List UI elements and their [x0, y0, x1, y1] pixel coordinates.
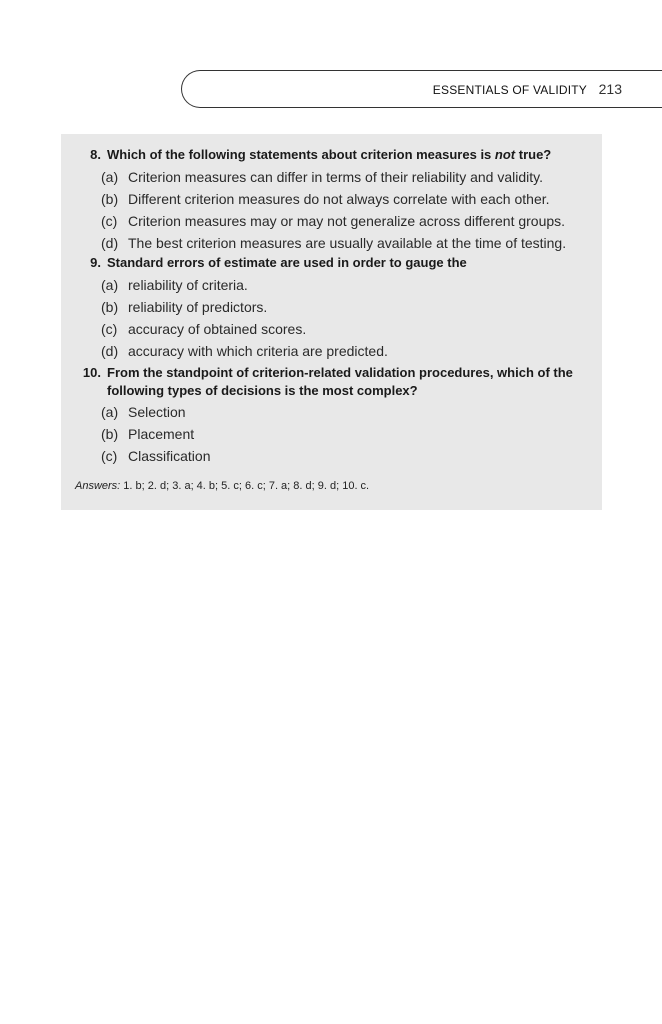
option-letter: (a)	[101, 277, 119, 293]
option-text: reliability of predictors.	[128, 299, 268, 315]
option-item	[101, 210, 585, 232]
option-letter: (c)	[101, 448, 118, 464]
question-number: 10.	[82, 365, 101, 380]
question-number: 8.	[90, 147, 101, 162]
running-title: ESSENTIALS OF VALIDITY	[432, 83, 587, 97]
running-header	[181, 70, 662, 108]
answer-key-label: Answers:	[75, 480, 121, 492]
option-letter: (a)	[101, 169, 119, 185]
option-text: The best criterion measures are usually available at the time of testing.	[128, 235, 567, 251]
option-item	[101, 274, 585, 296]
question-stem	[75, 146, 585, 164]
option-item	[101, 340, 585, 362]
option-item	[101, 232, 585, 254]
question-text: Which of the following statements about criterion measures is not true?	[107, 147, 552, 162]
option-text: reliability of criteria.	[128, 277, 248, 293]
option-letter: (b)	[101, 191, 119, 207]
option-item	[101, 423, 585, 445]
quiz-box	[61, 134, 602, 510]
option-item	[101, 296, 585, 318]
question-number: 9.	[90, 255, 101, 270]
option-letter: (b)	[101, 299, 119, 315]
option-letter: (d)	[101, 235, 119, 251]
emphasis: not	[494, 147, 516, 162]
option-letter: (b)	[101, 426, 119, 442]
option-item	[101, 188, 585, 210]
answer-key	[75, 480, 369, 492]
option-letter: (d)	[101, 343, 119, 359]
question-text: From the standpoint of criterion-related validation procedures, which of the following types of decisions is the most complex?	[107, 365, 573, 398]
option-text: Selection	[128, 404, 186, 420]
option-text: accuracy of obtained scores.	[128, 321, 307, 337]
page-number: 213	[598, 81, 622, 97]
option-text: Different criterion measures do not always correlate with each other.	[128, 191, 550, 207]
option-text: accuracy with which criteria are predicted.	[128, 343, 388, 359]
option-item	[101, 318, 585, 340]
option-letter: (c)	[101, 321, 118, 337]
option-text: Criterion measures may or may not generalize across different groups.	[128, 213, 566, 229]
option-text: Placement	[128, 426, 195, 442]
question-text: Standard errors of estimate are used in order to gauge the	[107, 255, 467, 270]
question-stem	[75, 364, 585, 400]
option-letter: (a)	[101, 404, 119, 420]
option-text: Classification	[128, 448, 211, 464]
answer-key-text: 1. b; 2. d; 3. a; 4. b; 5. c; 6. c; 7. a; 8. d; 9. d; 10. c.	[120, 480, 370, 492]
question-8	[75, 146, 585, 254]
option-text: Criterion measures can differ in terms of their reliability and validity.	[128, 169, 543, 185]
question-10	[75, 364, 585, 467]
option-item	[101, 445, 585, 467]
question-stem	[75, 254, 585, 272]
option-letter: (c)	[101, 213, 118, 229]
question-9	[75, 254, 585, 362]
option-item	[101, 166, 585, 188]
option-item	[101, 401, 585, 423]
